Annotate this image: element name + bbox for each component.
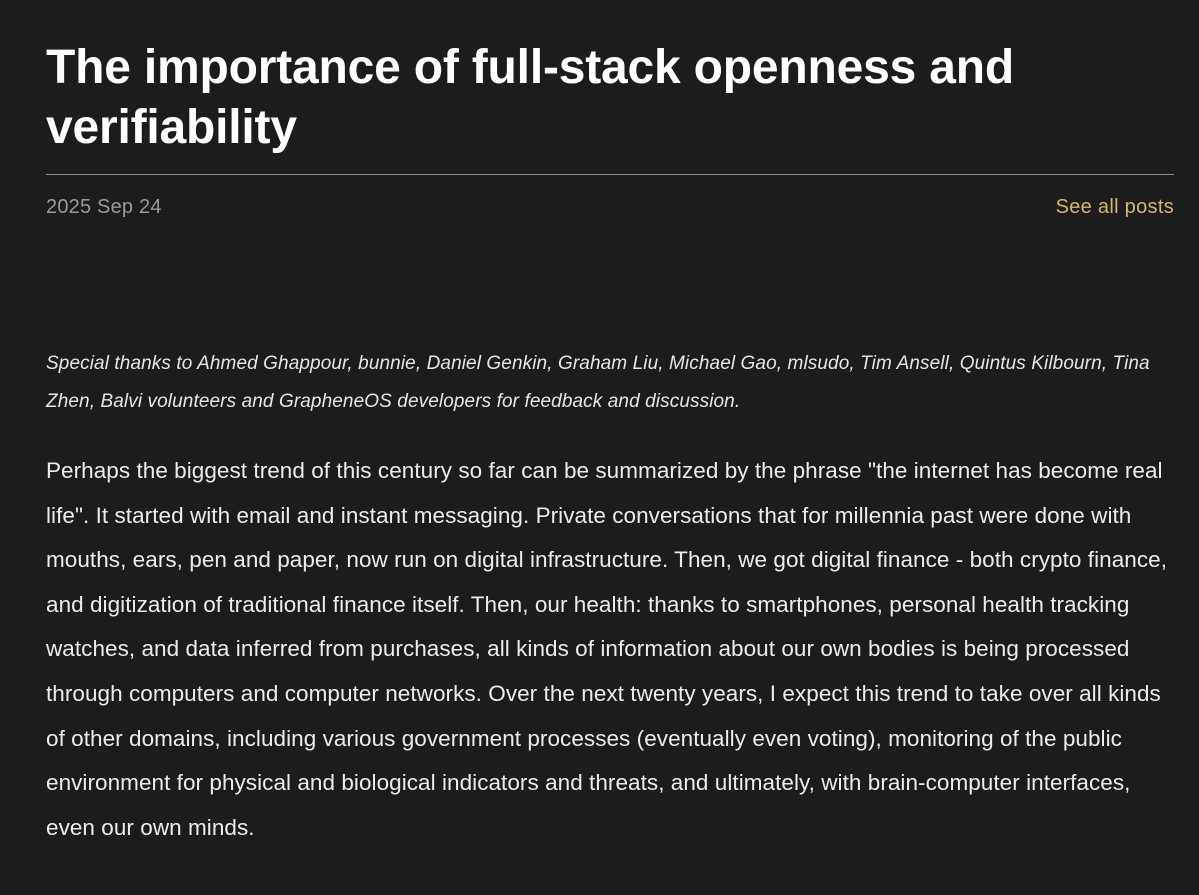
title-divider xyxy=(46,174,1174,175)
post-date: 2025 Sep 24 xyxy=(46,196,162,218)
see-all-posts-link[interactable]: See all posts xyxy=(1055,196,1174,218)
post-meta xyxy=(46,192,1174,222)
acknowledgements: Special thanks to Ahmed Ghappour, bunnie, Daniel Genkin, Graham Liu, Michael Gao, mlsudo, Tim Ansell, Quintus Kilbourn, Tina Zhen, Balvi volunteers and GrapheneOS developers for feedback and discussion. xyxy=(46,353,1150,412)
body-paragraph: Perhaps the biggest trend of this century so far can be summarized by the phrase "the internet has become real life". It started with email and instant messaging. Private conversations that for millennia past were done with mouths, ears, pen and paper, now run on digital infrastructure. Then, we got digital finance - both crypto finance, and digitization of traditional finance itself. Then, our health: thanks to smartphones, personal health tracking watches, and data inferred from purchases, all kinds of information about our own bodies is being processed through computers and computer networks. Over the next twenty years, I expect this trend to take over all kinds of other domains, including various government processes (eventually even voting), monitoring of the public environment for physical and biological indicators and threats, and ultimately, with brain-computer interfaces, even our own minds. xyxy=(46,458,1167,840)
blog-post xyxy=(46,0,1174,840)
post-title: The importance of full-stack openness and verifiability xyxy=(46,41,1014,154)
